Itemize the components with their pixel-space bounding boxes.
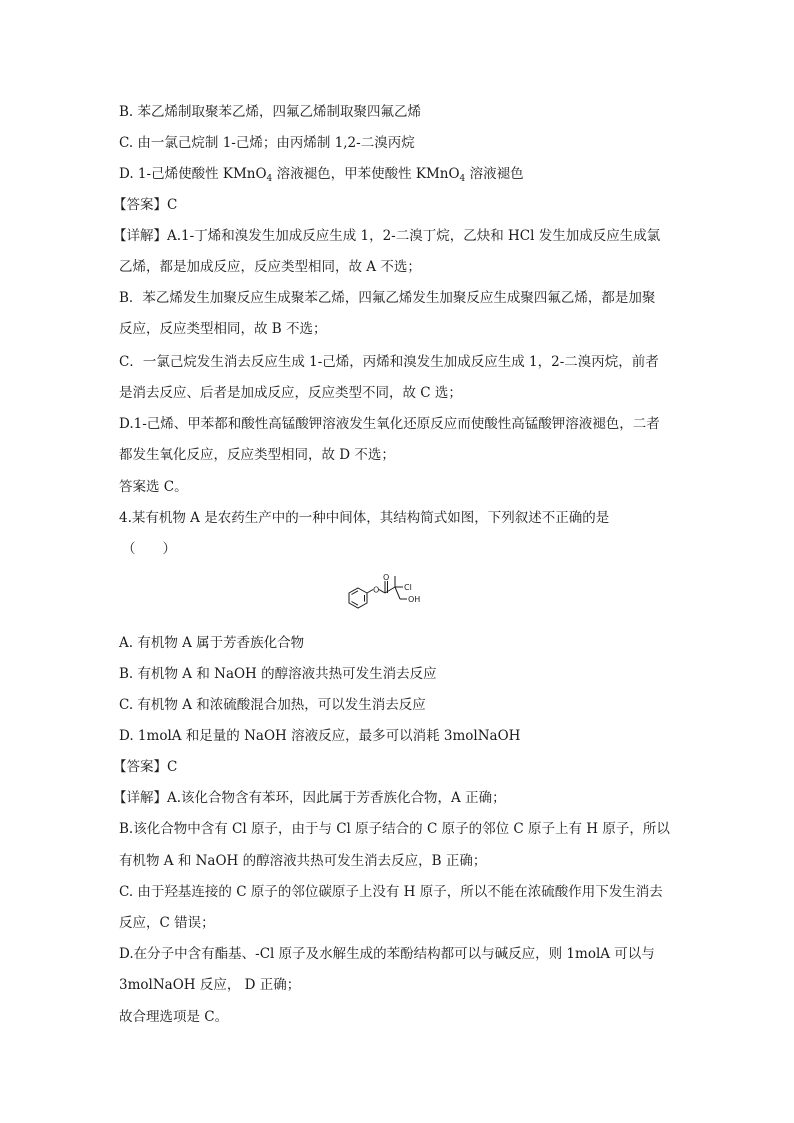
q4-option-d: D. 1molA 和足量的 NaOH 溶液反应，最多可以消耗 3molNaOH — [119, 728, 521, 744]
q4-detail-line: 有机物 A 和 NaOH 的醇溶液共热可发生消去反应，B 正确； — [119, 853, 487, 869]
q4-detail-line: 3molNaOH 反应， D 正确； — [119, 977, 301, 993]
q4-detail-line: B.该化合物中含有 Cl 原子，由于与 Cl 原子结合的 C 原子的邻位 C 原子上有 H 原子，所以 — [119, 821, 670, 837]
q4-answer-paren: （ ） — [122, 541, 176, 557]
q4-option-c: C. 有机物 A 和浓硫酸混合加热，可以发生消去反应 — [119, 697, 426, 713]
chlorine-label: Cl — [404, 583, 412, 592]
q3-option-c: C. 由一氯己烷制 1-己烯；由丙烯制 1,2-二溴丙烷 — [119, 135, 415, 151]
q4-detail-line: 反应，C 错误； — [119, 915, 215, 931]
q4-answer: 【答案】C — [113, 759, 178, 775]
hydroxyl-label: OH — [408, 595, 421, 604]
q3-detail-line: 乙烯，都是加成反应，反应类型相同，故 A 不选； — [119, 259, 421, 275]
q4-option-b: B. 有机物 A 和 NaOH 的醇溶液共热可发生消去反应 — [119, 666, 437, 682]
q3-detail-line: 是消去反应、后者是加成反应，反应类型不同，故 C 选； — [119, 385, 462, 401]
q3-detail-line: B．苯乙烯发生加聚反应生成聚苯乙烯，四氟乙烯发生加聚反应生成聚四氟乙烯，都是加聚 — [119, 290, 656, 306]
structural-formula — [340, 570, 450, 614]
carbonyl-oxygen-label: O — [383, 573, 390, 582]
ester-oxygen-label: O — [373, 585, 380, 595]
q4-detail-line: 故合理选项是 C。 — [119, 1009, 229, 1025]
q4-detail-line: D.在分子中含有酯基、-Cl 原子及水解生成的苯酚结构都可以与碱反应，则 1molA 可以与 — [119, 946, 655, 962]
q3-option-d: D. 1-己烯使酸性 KMnO$_4$ 溶液褪色，甲苯使酸性 KMnO$_4$ 溶液褪色 — [119, 166, 524, 184]
q3-detail-line: D.1-己烯、甲苯都和酸性高锰酸钾溶液发生氧化还原反应而使酸性高锰酸钾溶液褪色，二者 — [119, 416, 660, 432]
q4-stem: 4.某有机物 A 是农药生产中的一种中间体，其结构简式如图，下列叙述不正确的是 — [119, 510, 610, 526]
q3-detail-line: 都发生氧化反应，反应类型相同，故 D 不选； — [119, 447, 395, 463]
q3-answer: 【答案】C — [113, 197, 178, 213]
q4-option-a: A. 有机物 A 属于芳香族化合物 — [119, 635, 305, 651]
q3-detail-line: 反应，反应类型相同，故 B 不选； — [119, 321, 327, 337]
q3-detail-line: 答案选 C。 — [119, 479, 188, 495]
q4-detail-line: 【详解】A.该化合物含有苯环，因此属于芳香族化合物，A 正确； — [113, 790, 506, 806]
q3-option-b: B. 苯乙烯制取聚苯乙烯，四氟乙烯制取聚四氟乙烯 — [119, 104, 422, 120]
q3-detail-line: C．一氯己烷发生消去反应生成 1-己烯，丙烯和溴发生加成反应生成 1，2-二溴丙烷，前者 — [119, 354, 659, 370]
q3-detail-line: 【详解】A.1-丁烯和溴发生加成反应生成 1，2-二溴丁烷，乙炔和 HCl 发生加成反应生成氯 — [113, 228, 661, 244]
q4-detail-line: C. 由于羟基连接的 C 原子的邻位碳原子上没有 H 原子，所以不能在浓硫酸作用下发生消去 — [119, 884, 663, 900]
